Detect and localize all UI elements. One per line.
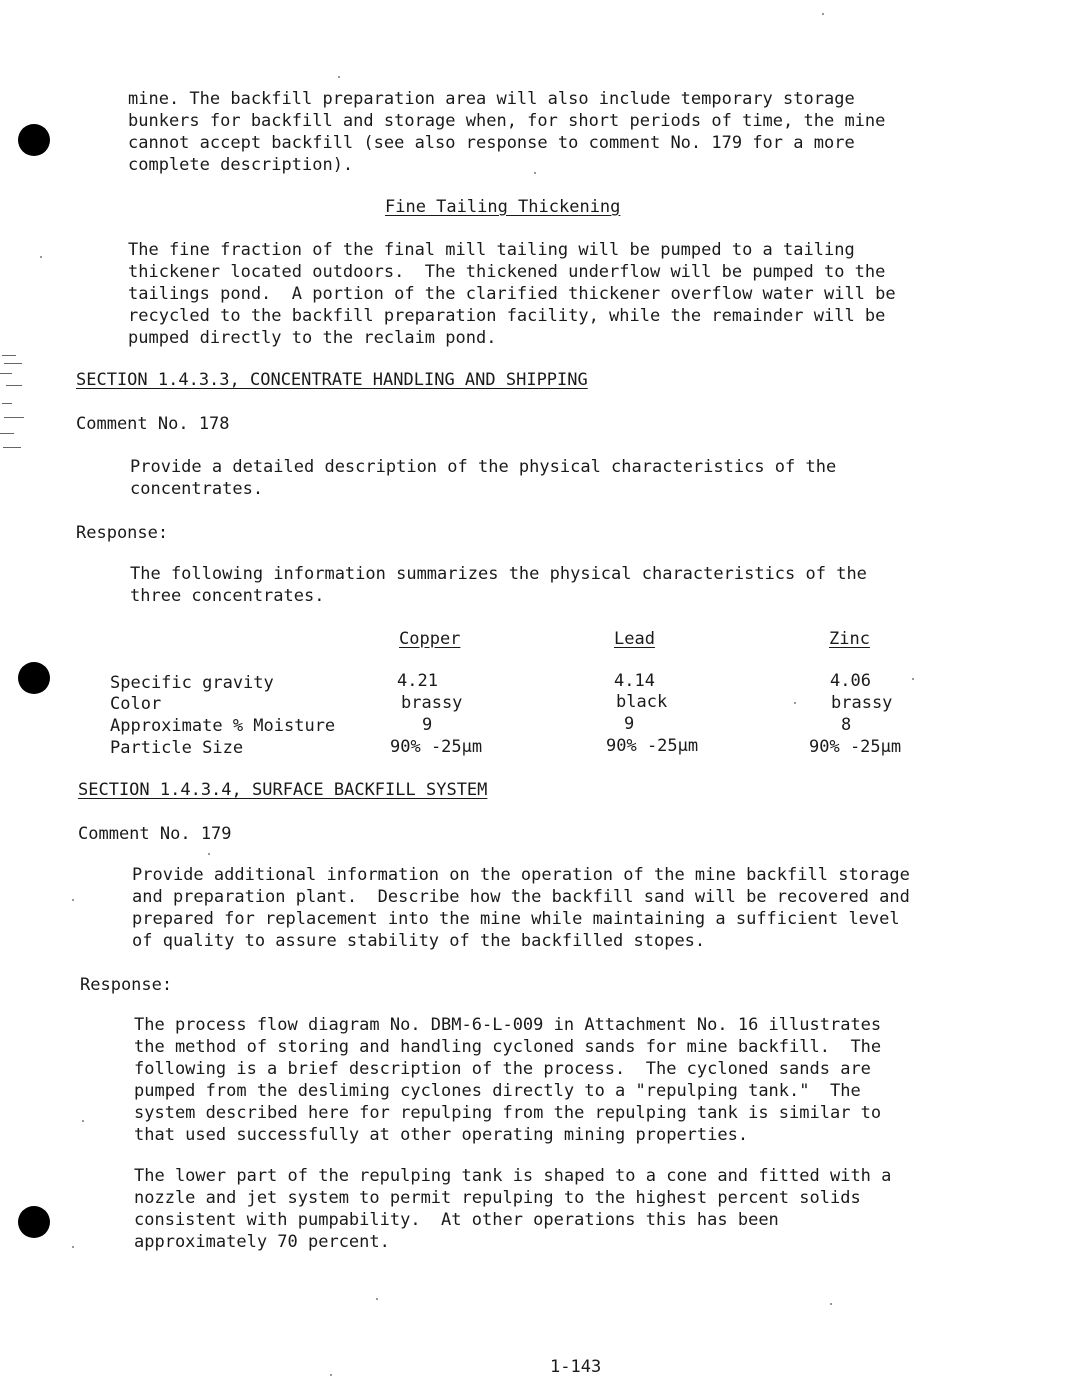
scan-speck <box>912 678 914 680</box>
text-line: of quality to assure stability of the backfilled stopes. <box>132 931 706 951</box>
scan-speck <box>40 256 42 258</box>
table-row-label: Approximate % Moisture <box>110 716 336 736</box>
text-line: system described here for repulping from the repulping tank is similar to <box>134 1103 882 1123</box>
section-heading: SECTION 1.4.3.4, SURFACE BACKFILL SYSTEM <box>78 780 488 800</box>
table-row-label: Color <box>110 694 162 714</box>
text-line: The lower part of the repulping tank is shaped to a cone and fitted with a <box>134 1166 892 1186</box>
text-line: mine. The backfill preparation area will also include temporary storage <box>128 89 855 109</box>
table-cell: 90% -25µm <box>809 737 902 757</box>
table-cell: 90% -25µm <box>390 737 483 757</box>
scan-speck <box>72 899 74 901</box>
binder-hole-middle <box>18 662 50 694</box>
scan-speck <box>208 853 210 855</box>
table-row-label: Particle Size <box>110 738 244 758</box>
response-paragraph <box>134 1014 881 1146</box>
text-line: pumped from the desliming cyclones directly to a "repulping tank." The <box>134 1081 861 1101</box>
table-cell: 8 <box>841 715 852 735</box>
scan-speck <box>72 1246 74 1248</box>
scan-speck <box>82 1120 84 1122</box>
scan-speck <box>338 76 340 78</box>
fine-tailing-paragraph <box>128 239 896 349</box>
text-line: tailings pond. A portion of the clarified thickener overflow water will be <box>128 284 896 304</box>
response-label: Response: <box>80 975 173 995</box>
page-number: 1-143 <box>550 1357 602 1377</box>
intro-paragraph <box>128 88 885 176</box>
comment-label: Comment No. 179 <box>78 824 232 844</box>
text-line: consistent with pumpability. At other operations this has been <box>134 1210 779 1230</box>
table-cell: 9 <box>422 715 433 735</box>
text-line: concentrates. <box>130 479 264 499</box>
text-line: thickener located outdoors. The thickened underflow will be pumped to the <box>128 262 886 282</box>
table-column-header: Zinc <box>829 629 870 649</box>
scan-edge-marks <box>0 355 30 455</box>
scan-speck <box>376 1298 378 1300</box>
scan-speck <box>830 1303 832 1305</box>
text-line: nozzle and jet system to permit repulping to the highest percent solids <box>134 1188 861 1208</box>
table-cell: 9 <box>624 714 635 734</box>
text-line: The following information summarizes the physical characteristics of the <box>130 564 867 584</box>
scan-speck <box>330 1374 332 1376</box>
text-line: and preparation plant. Describe how the backfill sand will be recovered and <box>132 887 910 907</box>
table-row-label: Specific gravity <box>110 673 274 693</box>
text-line: complete description). <box>128 155 354 175</box>
table-cell: 4.06 <box>830 671 871 691</box>
text-line: approximately 70 percent. <box>134 1232 390 1252</box>
binder-hole-top <box>18 124 50 156</box>
table-column-header: Lead <box>614 629 655 649</box>
text-line: that used successfully at other operating mining properties. <box>134 1125 749 1145</box>
text-line: bunkers for backfill and storage when, for short periods of time, the mine <box>128 111 886 131</box>
comment-label: Comment No. 178 <box>76 414 230 434</box>
response-paragraph <box>134 1165 891 1253</box>
text-line: cannot accept backfill (see also response to comment No. 179 for a more <box>128 133 855 153</box>
subheading-fine-tailing: Fine Tailing Thickening <box>385 197 621 217</box>
table-column-header: Copper <box>399 629 461 649</box>
response-label: Response: <box>76 523 169 543</box>
text-line: Provide a detailed description of the physical characteristics of the <box>130 457 837 477</box>
table-cell: 4.21 <box>397 671 438 691</box>
text-line: three concentrates. <box>130 586 325 606</box>
scan-speck <box>794 702 796 704</box>
table-cell: black <box>616 692 668 712</box>
scan-speck <box>822 13 824 15</box>
comment-text <box>132 864 910 952</box>
table-cell: brassy <box>831 693 893 713</box>
text-line: recycled to the backfill preparation facility, while the remainder will be <box>128 306 886 326</box>
table-cell: brassy <box>401 693 463 713</box>
table-cell: 4.14 <box>614 671 655 691</box>
text-line: The fine fraction of the final mill tailing will be pumped to a tailing <box>128 240 855 260</box>
response-text <box>130 563 867 607</box>
text-line: the method of storing and handling cycloned sands for mine backfill. The <box>134 1037 882 1057</box>
text-line: pumped directly to the reclaim pond. <box>128 328 497 348</box>
text-line: The process flow diagram No. DBM-6-L-009 in Attachment No. 16 illustrates <box>134 1015 882 1035</box>
comment-text <box>130 456 836 500</box>
table-cell: 90% -25µm <box>606 736 699 756</box>
text-line: prepared for replacement into the mine while maintaining a sufficient level <box>132 909 900 929</box>
text-line: following is a brief description of the process. The cycloned sands are <box>134 1059 871 1079</box>
text-line: Provide additional information on the operation of the mine backfill storage <box>132 865 910 885</box>
binder-hole-bottom <box>18 1206 50 1238</box>
section-heading: SECTION 1.4.3.3, CONCENTRATE HANDLING AND SHIPPING <box>76 370 588 390</box>
